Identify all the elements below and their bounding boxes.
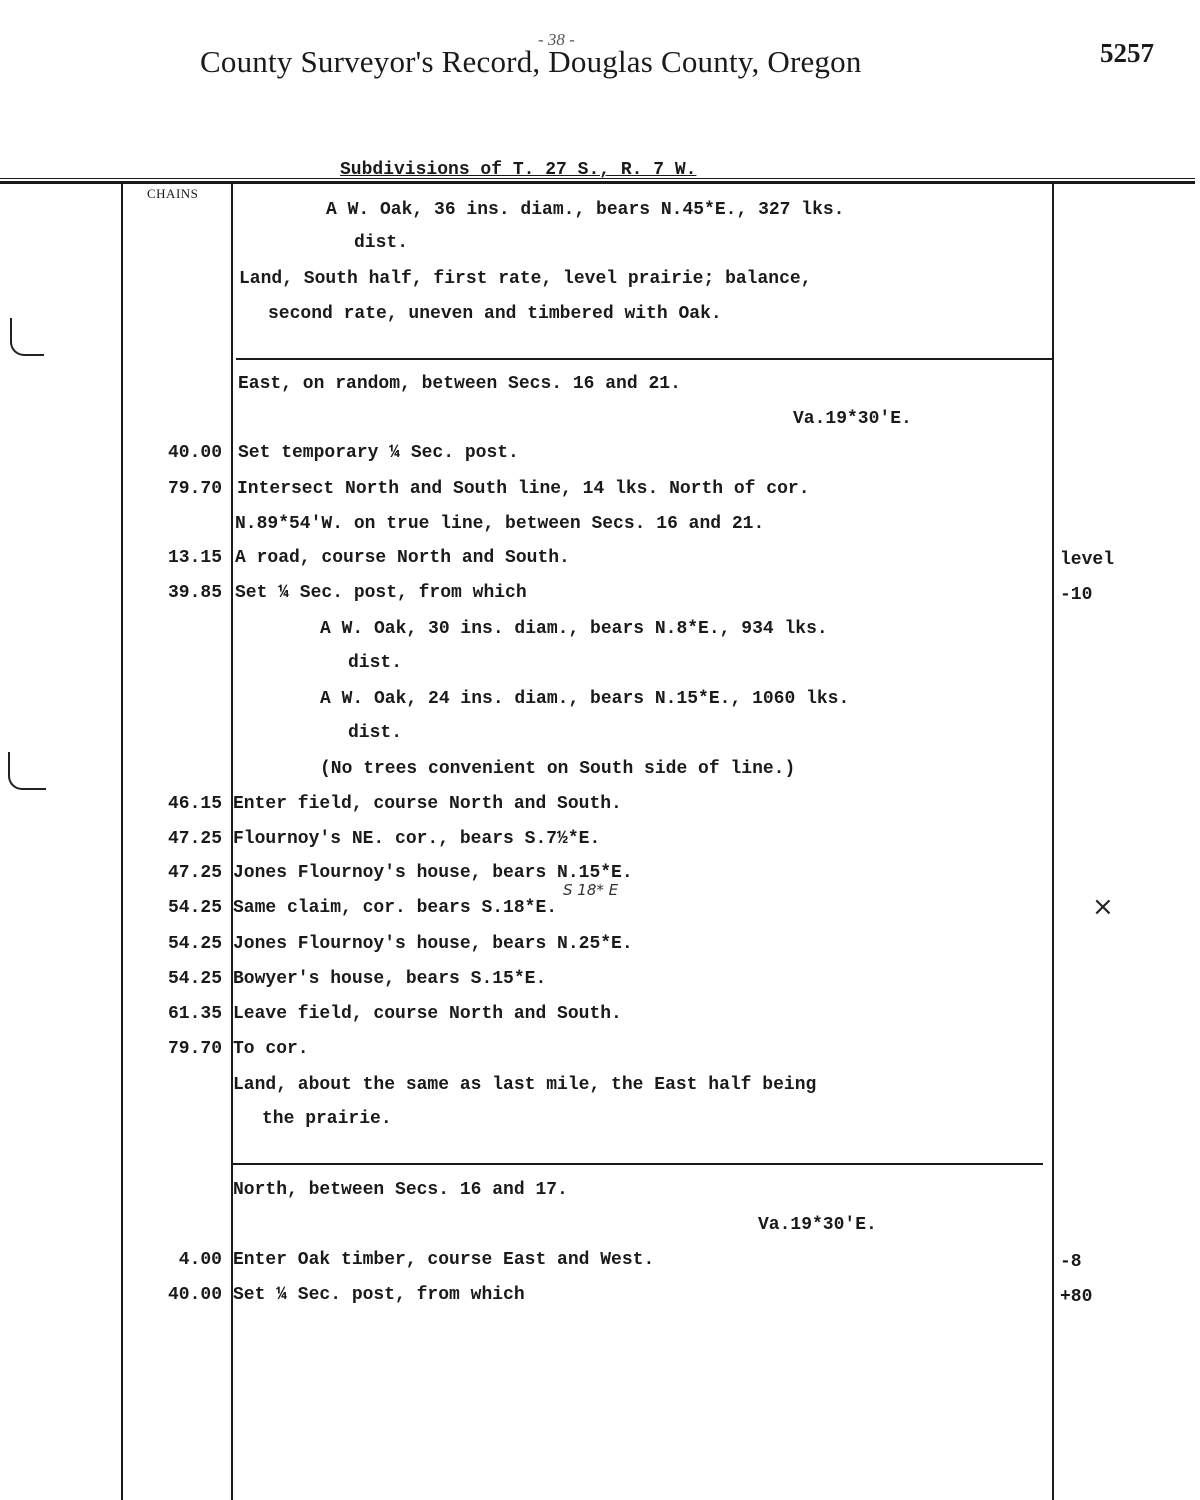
entry-text: Va.19*30'E.	[793, 409, 912, 429]
entry-text: A W. Oak, 36 ins. diam., bears N.45*E., 327 lks.	[326, 200, 845, 220]
entry-row	[0, 969, 1200, 999]
chains-value: 61.35	[167, 1004, 222, 1024]
entry-row	[0, 514, 1200, 544]
chains-value: 39.85	[167, 583, 222, 603]
entry-row	[0, 653, 1200, 683]
entry-row	[0, 269, 1200, 299]
entry-row	[0, 1075, 1200, 1105]
entry-row	[0, 479, 1200, 509]
entry-text: Intersect North and South line, 14 lks. North of cor.	[237, 479, 810, 499]
handwritten-bearing-note: S 18* E	[563, 881, 619, 899]
entry-text: (No trees convenient on South side of line.)	[320, 759, 796, 779]
entry-text: Va.19*30'E.	[758, 1215, 877, 1235]
entry-text: Land, South half, first rate, level prairie; balance,	[239, 269, 812, 289]
entry-text: N.89*54'W. on true line, between Secs. 16 and 21.	[235, 514, 765, 534]
entry-row	[0, 759, 1200, 789]
margin-cross-mark: ×	[1092, 892, 1114, 922]
entry-text: Set temporary ¼ Sec. post.	[238, 443, 519, 463]
entry-text: Leave field, course North and South.	[233, 1004, 622, 1024]
entry-row	[0, 794, 1200, 824]
entry-text: Set ¼ Sec. post, from which	[235, 583, 527, 603]
section-divider	[231, 1163, 1043, 1165]
page-title: County Surveyor's Record, Douglas County, Oregon	[200, 44, 862, 79]
entry-text: A W. Oak, 30 ins. diam., bears N.8*E., 934 lks.	[320, 619, 828, 639]
margin-note: -8	[1060, 1252, 1082, 1272]
entry-row	[0, 1004, 1200, 1034]
section-subhead: Subdivisions of T. 27 S., R. 7 W.	[340, 160, 697, 180]
entry-row	[0, 233, 1200, 263]
entry-row	[0, 1215, 1200, 1245]
top-rule	[0, 181, 1195, 184]
entry-row	[0, 1285, 1200, 1315]
entry-text: Land, about the same as last mile, the East half being	[233, 1075, 817, 1095]
entry-row	[0, 548, 1200, 578]
entry-text: A road, course North and South.	[235, 548, 570, 568]
chains-column-header: CHAINS	[147, 186, 199, 201]
chains-value: 40.00	[167, 443, 222, 463]
entry-text: Same claim, cor. bears S.18*E.	[233, 898, 558, 918]
margin-note: -10	[1060, 585, 1093, 605]
entry-text: Enter field, course North and South.	[233, 794, 622, 814]
entry-row	[0, 1250, 1200, 1280]
entry-row	[0, 619, 1200, 649]
entry-row	[0, 934, 1200, 964]
chains-value: 47.25	[167, 863, 222, 883]
entry-text: Flournoy's NE. cor., bears S.7½*E.	[233, 829, 601, 849]
entry-text: dist.	[348, 653, 403, 673]
entry-text: To cor.	[233, 1039, 309, 1059]
entry-text: Jones Flournoy's house, bears N.15*E.	[233, 863, 633, 883]
entry-text: North, between Secs. 16 and 17.	[233, 1180, 568, 1200]
entry-text: East, on random, between Secs. 16 and 21.	[238, 374, 681, 394]
chains-value: 54.25	[167, 969, 222, 989]
page-mark: - 38 -	[538, 30, 575, 49]
entry-row	[0, 829, 1200, 859]
entry-text: Jones Flournoy's house, bears N.25*E.	[233, 934, 633, 954]
entry-row	[0, 374, 1200, 404]
entry-row	[0, 443, 1200, 473]
entry-text: Enter Oak timber, course East and West.	[233, 1250, 655, 1270]
chains-value: 54.25	[167, 934, 222, 954]
chains-value: 54.25	[167, 898, 222, 918]
chains-value: 13.15	[167, 548, 222, 568]
entry-row	[0, 898, 1200, 928]
entry-row	[0, 723, 1200, 753]
section-divider	[236, 358, 1052, 360]
entry-row	[0, 1180, 1200, 1210]
entry-text: Set ¼ Sec. post, from which	[233, 1285, 525, 1305]
chains-value: 79.70	[167, 479, 222, 499]
margin-note: level	[1060, 550, 1115, 570]
chains-value: 40.00	[167, 1285, 222, 1305]
page-number: 5257	[1100, 38, 1154, 68]
entry-row	[0, 304, 1200, 334]
entry-row	[0, 1109, 1200, 1139]
chains-value: 47.25	[167, 829, 222, 849]
entry-text: dist.	[354, 233, 409, 253]
entry-text: Bowyer's house, bears S.15*E.	[233, 969, 547, 989]
entry-row	[0, 409, 1200, 439]
entry-text: dist.	[348, 723, 403, 743]
entry-row	[0, 1039, 1200, 1069]
entry-text: A W. Oak, 24 ins. diam., bears N.15*E., 1060 lks.	[320, 689, 850, 709]
margin-note: +80	[1060, 1287, 1093, 1307]
chains-value: 4.00	[178, 1250, 222, 1270]
entry-text: the prairie.	[262, 1109, 392, 1129]
chains-value: 79.70	[167, 1039, 222, 1059]
entry-row	[0, 689, 1200, 719]
entry-row	[0, 200, 1200, 230]
entry-row	[0, 583, 1200, 613]
entry-text: second rate, uneven and timbered with Oak.	[268, 304, 722, 324]
chains-value: 46.15	[167, 794, 222, 814]
